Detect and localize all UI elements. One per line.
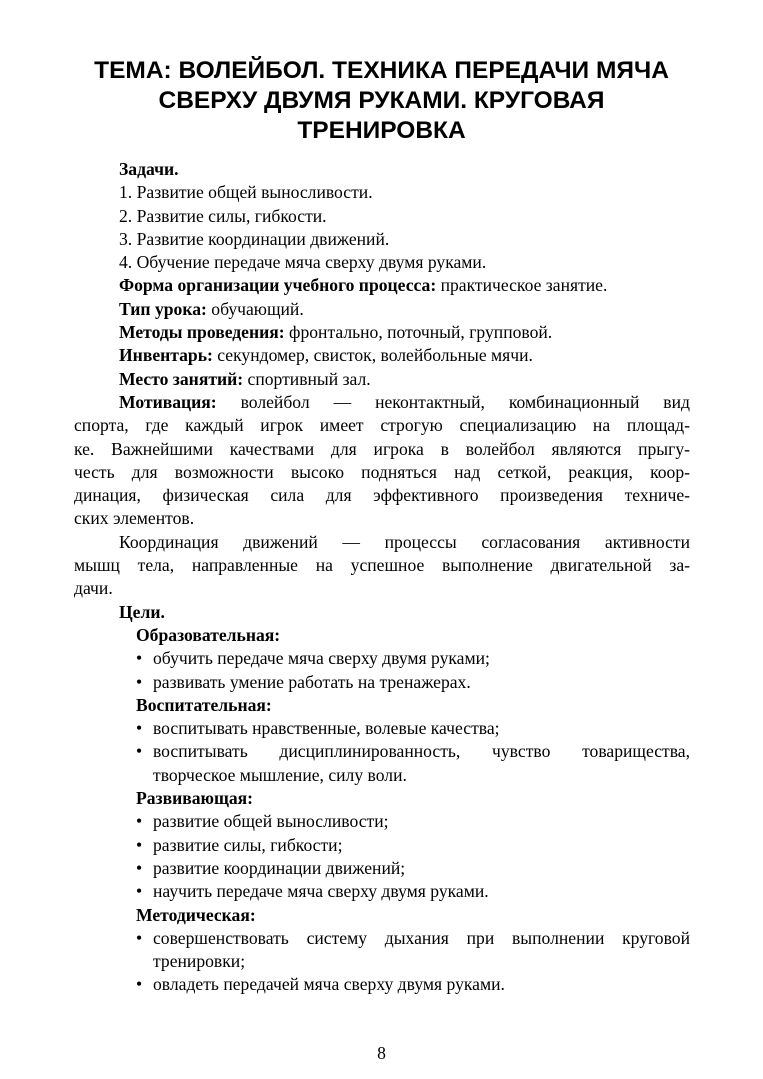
bullet-icon: •	[136, 834, 143, 855]
motivation-label: Мотивация:	[119, 391, 217, 412]
goals-heading: Цели.	[119, 601, 165, 622]
type-label: Тип урока:	[119, 298, 207, 319]
bullet-icon: •	[136, 927, 143, 948]
form-label: Форма организации учебного процесса:	[119, 275, 437, 296]
educational-list	[74, 647, 690, 694]
type-value: обучающий.	[206, 298, 304, 319]
tasks-heading: Задачи.	[119, 159, 179, 179]
bullet-icon: •	[136, 811, 143, 832]
inventory-line	[74, 344, 690, 367]
bullet-icon: •	[136, 648, 143, 669]
title-line-2: СВЕРХУ ДВУМЯ РУКАМИ. КРУГОВАЯ	[158, 87, 605, 114]
methodical-heading: Методическая:	[136, 904, 256, 925]
motivation-paragraph: Мотивация: волейбол — неконтактный, комбинационный вид спорта, где каждый игрок имеет строгую специализацию на площад- ке. Важнейшими качествами для игрока в волейбол являются прыгу- честь для возможности высоко подняться над сеткой, реакция, коор- динация, физическая сила для эффективного произведения техниче- ских элементов.	[74, 391, 690, 529]
methodical-list	[74, 927, 690, 997]
bullet-icon: •	[136, 974, 143, 995]
place-label: Место занятий:	[119, 368, 244, 389]
list-item: • воспитывать дисциплинированность, чувство товарищества, творческое мышление, силу воли.	[136, 741, 690, 785]
task-item: 3. Развитие координации движений.	[119, 228, 390, 249]
type-line	[74, 298, 690, 321]
title-line-1: ТЕМА: ВОЛЕЙБОЛ. ТЕХНИКА ПЕРЕДАЧИ МЯЧА	[94, 57, 669, 84]
task-item: 1. Развитие общей выносливости.	[119, 182, 373, 203]
list-item: • совершенствовать систему дыхания при выполнении круговой тренировки;	[136, 927, 690, 972]
page-number: 8	[377, 1043, 386, 1063]
list-item: • развитие координации движений;	[136, 857, 690, 880]
developing-list	[74, 810, 690, 903]
bullet-icon: •	[136, 741, 143, 762]
page-title	[60, 56, 703, 146]
task-item: 2. Развитие силы, гибкости.	[119, 205, 327, 226]
methods-label: Методы проведения:	[119, 322, 285, 343]
upbringing-list	[74, 717, 690, 787]
inventory-label: Инвентарь:	[119, 345, 213, 366]
form-line	[74, 274, 690, 297]
bullet-icon: •	[136, 718, 143, 739]
list-item: • обучить передаче мяча сверху двумя руками;	[136, 647, 690, 670]
list-item: • научить передаче мяча сверху двумя руками.	[136, 880, 690, 903]
list-item: • воспитывать нравственные, волевые качества;	[136, 717, 690, 740]
upbringing-heading: Воспитательная:	[136, 694, 272, 715]
list-item: • развитие силы, гибкости;	[136, 834, 690, 857]
task-item: 4. Обучение передаче мяча сверху двумя руками.	[119, 252, 487, 273]
place-value: спортивный зал.	[243, 368, 371, 389]
methods-value: фронтально, поточный, групповой.	[284, 322, 553, 343]
document-body	[74, 158, 690, 997]
list-item: • овладеть передачей мяча сверху двумя руками.	[136, 973, 690, 996]
developing-heading: Развивающая:	[136, 788, 254, 809]
bullet-icon: •	[136, 881, 143, 902]
bullet-icon: •	[136, 671, 143, 692]
form-value: практическое занятие.	[436, 275, 608, 296]
bullet-icon: •	[136, 857, 143, 878]
title-line-3: ТРЕНИРОВКА	[297, 117, 466, 144]
list-item: • развивать умение работать на тренажерах.	[136, 671, 690, 694]
educational-heading: Образовательная:	[136, 624, 281, 645]
place-line	[74, 368, 690, 391]
methods-line	[74, 321, 690, 344]
coordination-paragraph: Координация движений — процессы согласования активности мышц тела, направленные на успешное выполнение двигательной за- дачи.	[74, 531, 690, 599]
list-item: • развитие общей выносливости;	[136, 810, 690, 833]
inventory-value: секундомер, свисток, волейбольные мячи.	[212, 345, 533, 366]
